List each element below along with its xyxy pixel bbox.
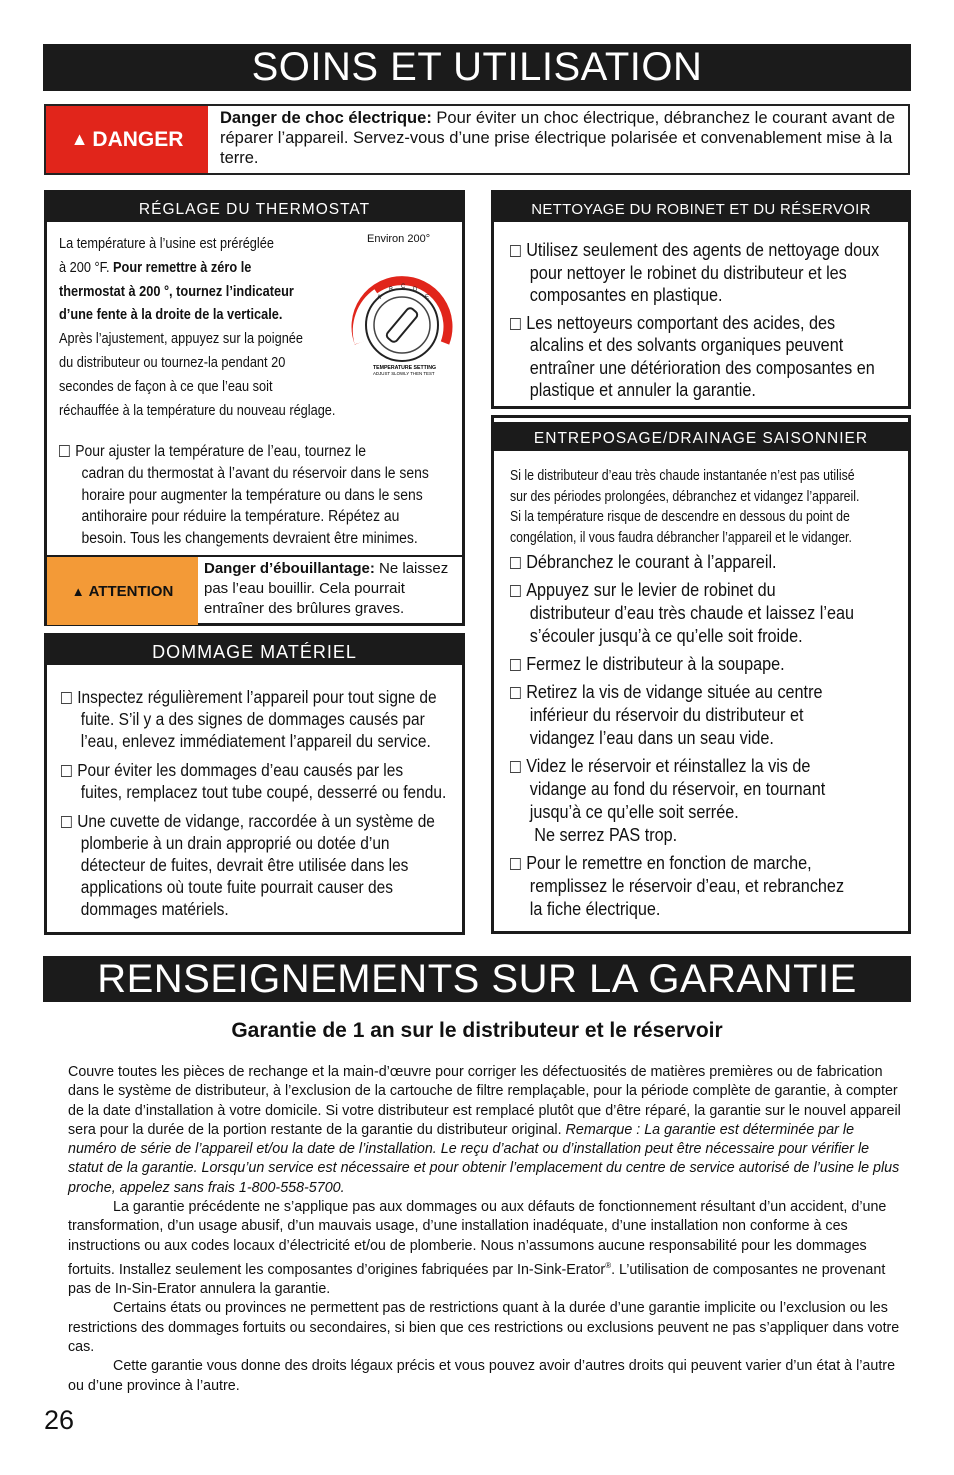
thermostat-intro-bold: Pour remettre à zéro le [113, 259, 252, 276]
bullet-line [510, 239, 879, 262]
dial-caption-1: TEMPERATURE SETTING [373, 365, 437, 371]
thermostat-intro-line: du distributeur ou tournez-la pendant 20 [59, 354, 286, 371]
warranty-paragraph [68, 1063, 904, 1198]
checkbox-icon [510, 858, 521, 870]
thermostat-intro-line: réchauffée à la température du nouveau réglage. [59, 402, 336, 419]
attention-label [47, 557, 198, 625]
cleaning-panel [491, 190, 911, 409]
checkbox-icon [510, 687, 521, 699]
bullet-text: plastique et annuler la garantie. [529, 380, 756, 400]
checkbox-icon [510, 761, 521, 773]
bullet-text: Utilisez seulement des agents de nettoyage doux [526, 240, 880, 260]
cleaning-heading: NETTOYAGE DU ROBINET ET DU RÉSERVOIR [494, 193, 908, 222]
storage-heading: ENTREPOSAGE/DRAINAGE SAISONNIER [494, 422, 908, 451]
storage-intro [510, 466, 884, 548]
warranty-paragraph [68, 1198, 904, 1299]
bullet-text: vidange au fond du réservoir, en tournant [529, 779, 826, 799]
warning-triangle-icon: ▲ [70, 129, 89, 149]
attention-text [198, 557, 462, 625]
bullet-line [510, 312, 879, 335]
checkbox-icon [510, 585, 521, 597]
warranty-title-banner [43, 956, 911, 1002]
bullet-text: pour nettoyer le robinet du distributeur et les [529, 262, 847, 283]
bullet-text: composantes en plastique. [529, 285, 723, 305]
thermostat-intro-line [59, 257, 332, 281]
bullet-text: l’eau, enlevez immédiatement l’appareil du service. [80, 731, 431, 751]
bullet-text: Pour ajuster la température de l’eau, tournez le [75, 443, 366, 460]
thermostat-bullet [59, 441, 429, 550]
care-title: SOINS ET UTILISATION [251, 45, 703, 89]
warranty-text: . L’utilisation de composantes ne provenant pas de In-Sin-Erator annulera la garantie. [68, 1261, 886, 1298]
bullet-line [510, 579, 854, 602]
svg-text:B: B [389, 287, 394, 293]
checkbox-icon [59, 445, 70, 457]
thermostat-intro-bold: thermostat à 200 °, tournez l’indicateur [59, 283, 294, 300]
bullet-text: cadran du thermostat à l’avant du réservoir dans le sens [81, 464, 429, 482]
svg-text:D: D [413, 287, 418, 293]
bullet-line [61, 759, 446, 781]
bullet-text: fuite. S’il y a des signes de dommages causés par [80, 709, 425, 729]
thermostat-intro-line [59, 281, 332, 305]
damage-bullets [61, 686, 446, 920]
bullet-text: Fermez le distributeur à la soupape. [526, 654, 785, 674]
warranty-paragraph [68, 1357, 904, 1396]
storage-bullets [510, 551, 854, 921]
bullet-text: Ne serrez PAS trop. [529, 825, 678, 845]
danger-text [208, 106, 908, 173]
bullet-text: Inspectez régulièrement l’appareil pour tout signe de [77, 687, 437, 707]
warranty-paragraph [68, 1299, 904, 1357]
bullet-line [510, 755, 854, 778]
thermostat-dial-icon [337, 233, 457, 383]
bullet-line [510, 852, 854, 875]
danger-label [46, 106, 208, 173]
bullet-text: s’écouler jusqu’à ce qu’elle soit froide. [529, 626, 803, 646]
warning-triangle-icon: ▲ [71, 583, 85, 599]
bullet-text: plomberie à un drain approprié ou dotée d’un [80, 833, 390, 853]
checkbox-icon [510, 659, 521, 671]
svg-text:E: E [425, 295, 430, 301]
bullet-text: vidangez l’eau dans un seau vide. [529, 728, 774, 748]
bullet-text: entraîner une détérioration des composantes en [529, 357, 875, 378]
bullet-text: distributeur d’eau très chaude et laissez l’eau [529, 603, 854, 623]
thermostat-intro-bold: d’une fente à la droite de la verticale. [59, 307, 283, 324]
danger-label-text: DANGER [92, 127, 184, 151]
warranty-text: Cette garantie vous donne des droits légaux précis et vous pouvez avoir d’autres droits qui peuvent varier d’un état à l’autre ou d’une province à l’autre. [68, 1358, 896, 1394]
bullet-line [510, 551, 854, 574]
warranty-body [68, 1063, 904, 1396]
dial-label: Environ 200° [367, 233, 431, 245]
warranty-text: Couvre toutes les pièces de rechange et la main-d’œuvre pour corriger les défectuosités de matières premières ou de fabrication dans le système de distributeur, à l’exclusion de la cartouche de filtre remplaçable, pour la période complète de garantie, à compter de la date d’installation à votre domicile. Si votre distributeur est remplacé plutôt que d’être réparé, la garantie sur le nouvel appareil sera pour la durée de la portion restante de la garantie du distributeur original. [68, 1064, 901, 1138]
svg-text:A: A [377, 295, 382, 301]
bullet-text: Pour éviter les dommages d’eau causés par les [77, 760, 404, 780]
bullet-text: besoin. Tous les changements devraient être minimes. [81, 530, 418, 548]
thermostat-intro [59, 233, 336, 423]
thermostat-intro-line: Après l’ajustement, appuyez sur la poignée [59, 331, 304, 348]
bullet-text: Pour le remettre en fonction de marche, [526, 853, 812, 873]
bullet-text: applications où toute fuite pourrait causer des [80, 877, 393, 897]
danger-body: Pour éviter un choc électrique, débranchez le courant avant de réparer l’appareil. Servez-vous d’une prise électrique polarisée et convenablement mise à la terre. [220, 109, 896, 167]
checkbox-icon [61, 765, 72, 777]
danger-box [44, 104, 910, 175]
spacer [61, 752, 446, 759]
bullet-text: Videz le réservoir et réinstallez la vis de [526, 756, 811, 776]
bullet-text: Appuyez sur le levier de robinet du [526, 580, 776, 600]
dial-caption-2: ADJUST SLOWLY THEN TEST [373, 371, 435, 376]
svg-text:C: C [401, 284, 406, 290]
thermostat-dial-illustration [337, 233, 457, 383]
checkbox-icon [61, 816, 72, 828]
thermostat-heading: RÉGLAGE DU THERMOSTAT [47, 193, 462, 222]
spacer [61, 803, 446, 810]
checkbox-icon [61, 692, 72, 704]
bullet-text: Retirez la vis de vidange située au centre [526, 682, 823, 702]
thermostat-intro-line: La température à l’usine est préréglée [59, 236, 274, 252]
thermostat-panel [44, 190, 465, 626]
warranty-subtitle: Garantie de 1 an sur le distributeur et le réservoir [231, 1019, 723, 1042]
attention-label-text: ATTENTION [88, 582, 174, 600]
bullet-line [510, 653, 854, 676]
damage-panel [44, 633, 465, 935]
warranty-text: Certains états ou provinces ne permettent pas de restrictions quant à la durée d’une garantie implicite ou l’exclusion ou les restrictions des dommages fortuits ou secondaires, si bien que ces restrictions ou exclusions peuvent ne pas s’appliquer dans votre cas. [68, 1300, 900, 1355]
bullet-line [510, 681, 854, 704]
storage-intro-line: Si le distributeur d’eau très chaude instantanée n’est pas utilisé [510, 468, 855, 484]
warranty-note: Remarque : La garantie est déterminée par le numéro de série de l’appareil et/ou la date de l’installation. Le reçu d’achat ou d’installation peut être nécessaire pour vérifier le statut de la garantie. Lorsqu’un service est nécessaire et pour obtenir l’emplacement du centre de service autorisé de l’usine le plus proche, appelez sans frais 1-800-558-5700. [68, 1121, 900, 1196]
bullet-line [61, 686, 446, 708]
page-number: 26 [44, 1405, 75, 1435]
warranty-title: RENSEIGNEMENTS SUR LA GARANTIE [97, 957, 857, 1001]
checkbox-icon [510, 557, 521, 569]
bullet-text: inférieur du réservoir du distributeur et [529, 705, 804, 725]
bullet-text: détecteur de fuites, devrait être utilisée dans les [80, 855, 409, 875]
attention-body: Ne laissez pas l’eau bouillir. Cela pourrait entraîner des brûlures graves. [204, 560, 449, 617]
attention-box [47, 555, 462, 625]
storage-intro-line: congélation, il vous faudra débrancher l’appareil et le vidanger. [510, 529, 852, 546]
storage-intro-line: Si la température risque de descendre en dessous du point de [510, 509, 850, 525]
registered-mark: ® [605, 1260, 612, 1270]
bullet-text: horaire pour augmenter la température ou dans le sens [81, 486, 423, 504]
bullet-text: remplissez le réservoir d’eau, et rebranchez [529, 876, 845, 896]
bullet-line [59, 441, 429, 463]
bullet-line [61, 810, 446, 832]
bullet-text: dommages matériels. [80, 899, 229, 919]
damage-heading: DOMMAGE MATÉRIEL [47, 636, 462, 665]
storage-intro-line: sur des périodes prolongées, débranchez et vidangez l’appareil. [510, 488, 860, 505]
checkbox-icon [510, 245, 521, 257]
bullet-text: fuites, remplacez tout tube coupé, desserré ou fendu. [80, 782, 447, 802]
bullet-text: Débranchez le courant à l’appareil. [526, 552, 777, 572]
bullet-text: antihoraire pour réduire la température. Répétez au [81, 508, 400, 526]
bullet-text: la fiche électrique. [529, 899, 661, 919]
thermostat-intro-line: secondes de façon à ce que l’eau soit [59, 378, 273, 395]
checkbox-icon [510, 318, 521, 330]
thermostat-intro-line [59, 304, 332, 328]
bullet-text: Une cuvette de vidange, raccordée à un système de [77, 811, 435, 831]
attention-heading: Danger d’ébouillantage: [204, 560, 375, 577]
bullet-text: jusqu’à ce qu’elle soit serrée. [529, 802, 739, 822]
bullet-text: Les nettoyeurs comportant des acides, des [526, 312, 836, 333]
cleaning-bullets [510, 239, 879, 402]
warranty-text: La garantie précédente ne s’applique pas aux dommages ou aux défauts de fonctionnement résultant d’un accident, d’une transformation, d’un usage abusif, d’un mauvais usage, d’une installation inadéquate, d’une installation non conforme à ces instructions ou aux codes locaux d’électricité et/ou de plomberie. Nous n’assumons aucune responsabilité pour les dommages fortuits. Installez seulement les composantes d’origines fabriquées par In-Sink-Erator [68, 1199, 887, 1278]
storage-panel [491, 415, 911, 934]
bullet-text: alcalins et des solvants organiques peuvent [529, 335, 844, 355]
care-title-banner [43, 44, 911, 91]
danger-heading: Danger de choc électrique: [220, 109, 432, 127]
thermostat-intro-text: à 200 °F. [59, 259, 114, 276]
